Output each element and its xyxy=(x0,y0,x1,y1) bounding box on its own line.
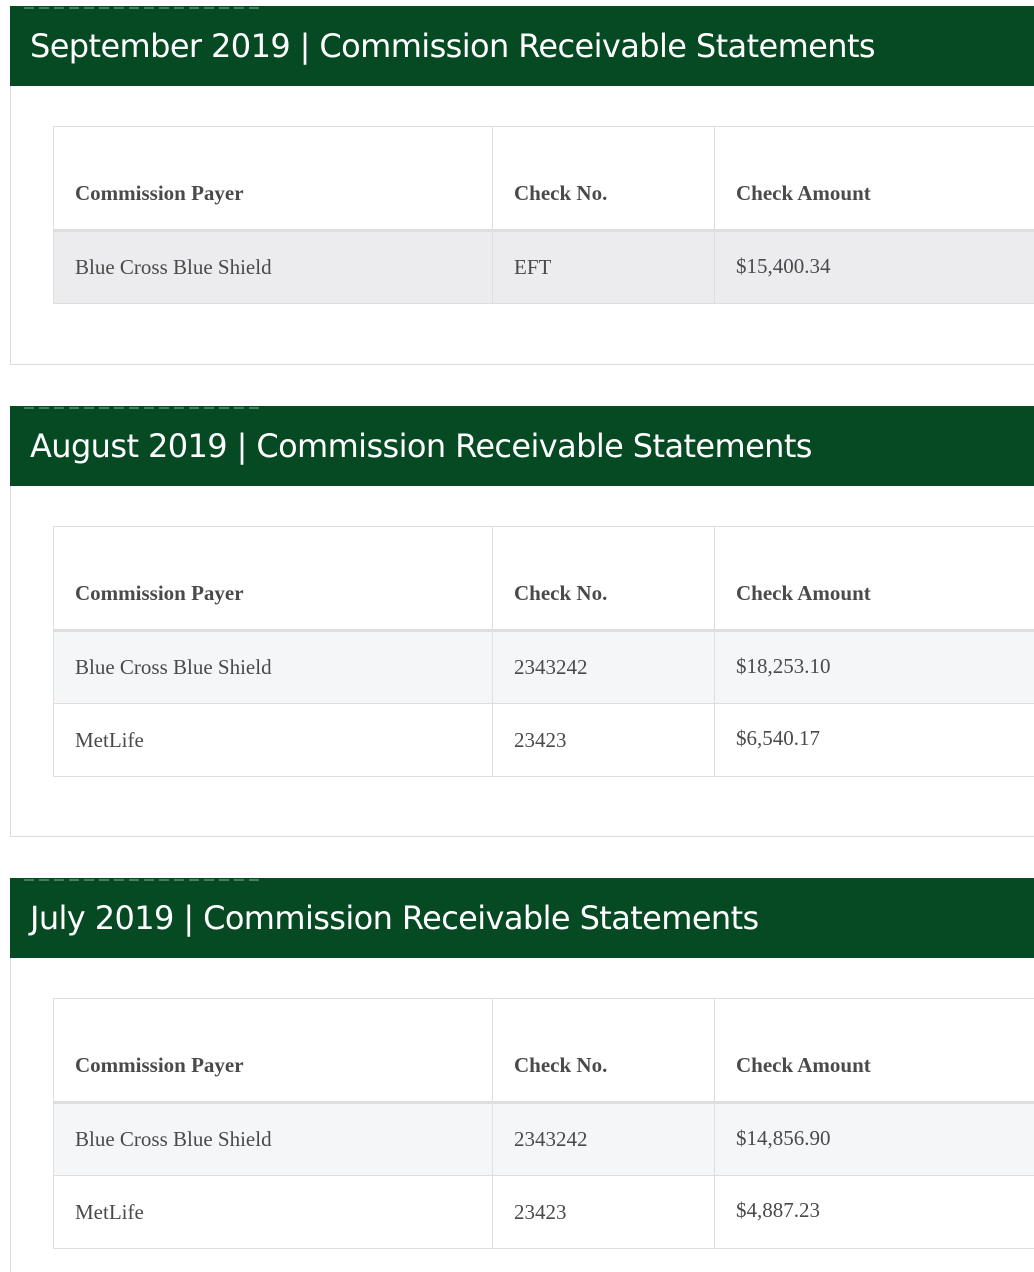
cell-payer: Blue Cross Blue Shield xyxy=(54,631,493,704)
cell-check-no: 2343242 xyxy=(493,1103,715,1176)
statement-section-july xyxy=(10,878,1034,1272)
cell-check-no: 2343242 xyxy=(493,631,715,704)
cell-amount: $4,887.23 xyxy=(715,1176,1034,1249)
column-header-check-no: Check No. xyxy=(493,527,715,631)
table-row xyxy=(54,704,1034,777)
column-header-check-no: Check No. xyxy=(493,127,715,231)
statement-table xyxy=(53,526,1034,777)
column-header-payer: Commission Payer xyxy=(54,999,493,1103)
cell-payer: Blue Cross Blue Shield xyxy=(54,231,493,304)
cell-amount: $18,253.10 xyxy=(715,631,1034,704)
table-row xyxy=(54,231,1034,304)
section-title: August 2019 | Commission Receivable Statements xyxy=(10,406,1034,486)
cell-payer: MetLife xyxy=(54,1176,493,1249)
statement-table xyxy=(53,126,1034,304)
statement-table xyxy=(53,998,1034,1249)
column-header-check-no: Check No. xyxy=(493,999,715,1103)
table-header-row xyxy=(54,999,1034,1103)
table-header-row xyxy=(54,527,1034,631)
section-title: July 2019 | Commission Receivable Statements xyxy=(10,878,1034,958)
statement-section-august xyxy=(10,406,1034,837)
cell-check-no: EFT xyxy=(493,231,715,304)
table-row xyxy=(54,631,1034,704)
cell-payer: MetLife xyxy=(54,704,493,777)
cell-payer: Blue Cross Blue Shield xyxy=(54,1103,493,1176)
cell-amount: $6,540.17 xyxy=(715,704,1034,777)
column-header-amount: Check Amount xyxy=(715,999,1034,1103)
column-header-payer: Commission Payer xyxy=(54,527,493,631)
cell-check-no: 23423 xyxy=(493,1176,715,1249)
cell-amount: $15,400.34 xyxy=(715,231,1034,304)
column-header-amount: Check Amount xyxy=(715,127,1034,231)
column-header-amount: Check Amount xyxy=(715,527,1034,631)
column-header-payer: Commission Payer xyxy=(54,127,493,231)
cell-amount: $14,856.90 xyxy=(715,1103,1034,1176)
section-title: September 2019 | Commission Receivable Statements xyxy=(10,6,1034,86)
table-header-row xyxy=(54,127,1034,231)
table-row xyxy=(54,1103,1034,1176)
table-row xyxy=(54,1176,1034,1249)
cell-check-no: 23423 xyxy=(493,704,715,777)
statement-section-september xyxy=(10,6,1034,365)
